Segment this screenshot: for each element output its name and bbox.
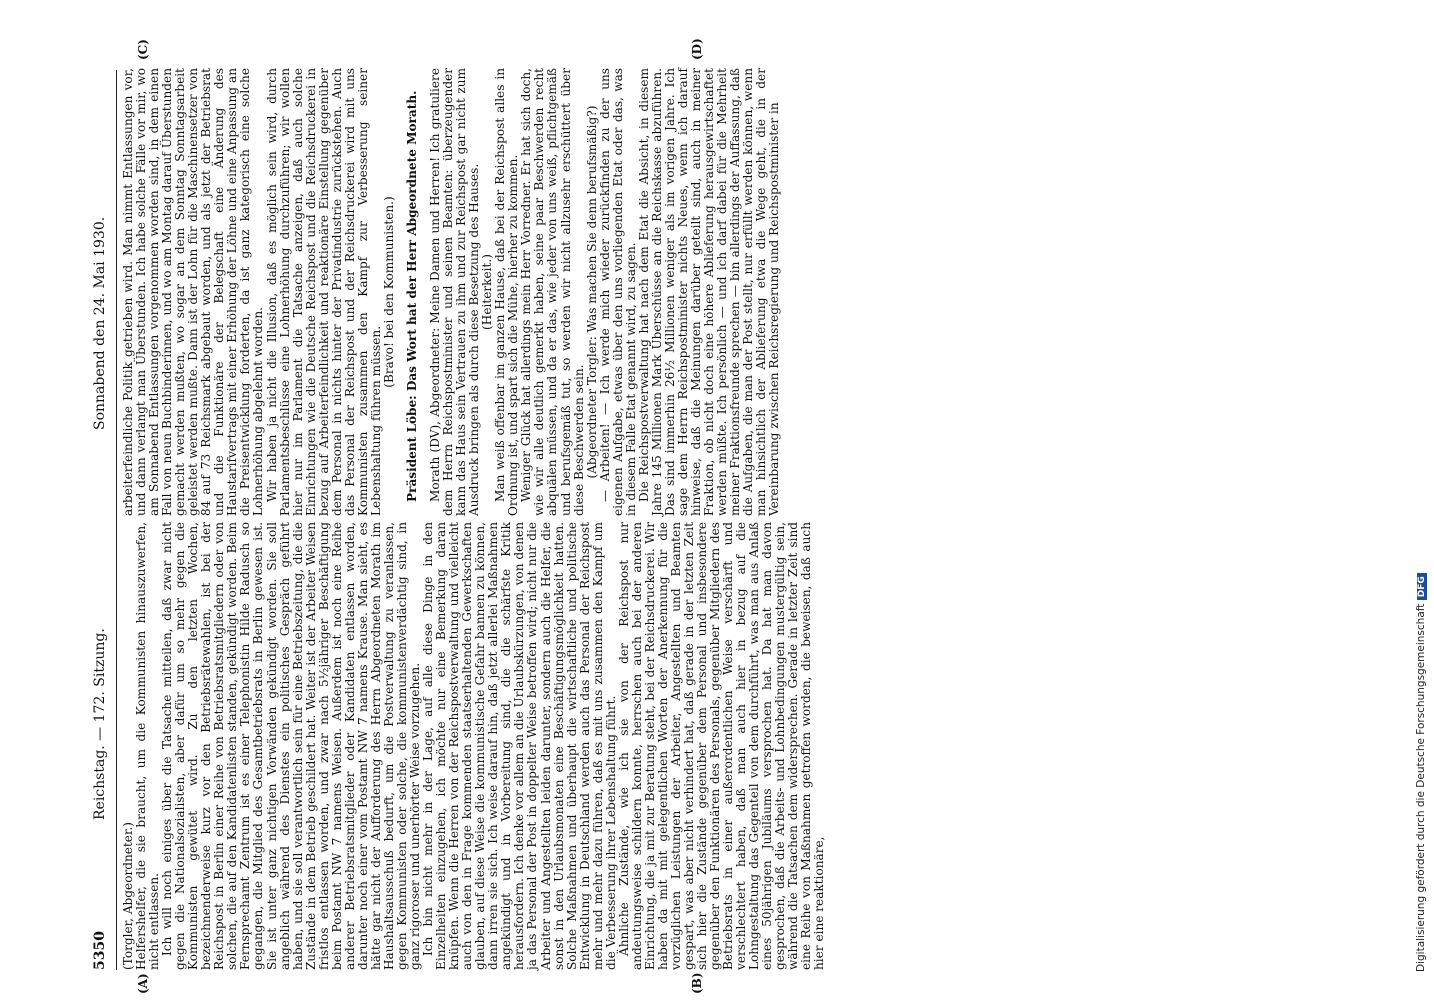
- speaker-line: (Torgler, Abgeordneter.): [121, 822, 135, 970]
- digitization-credit: [1415, 12, 1431, 972]
- president-line: Präsident Löbe: Das Wort hat der Herr Abgeordnete Morath.: [404, 90, 419, 502]
- paragraph: Wir haben ja nicht die Illusion, daß es möglich sein wird, durch Parlamentsbeschlüsse eine Lohnerhöhung durchzuführen; wir wollen hier nur im Parlament die Tatsache anzeigen, daß auch solche Einrichtungen wie die Deutsche Reichspost und die Reichsdruckerei in bezug auf Arbeiterfeindlichkeit und reaktionäre Einstellung gegenüber dem Personal in nichts hinter der Privatindustrie zurückstehen. Auch das Personal der Reichspost und der Reichsdruckerei wird mit uns Kommunisten zusammen den Kampf zur Verbesserung seiner Lebenshaltung führen müssen.: [264, 68, 383, 516]
- margin-marker-c: (C): [136, 39, 150, 60]
- header-date: Sonnabend den 24. Mai 1930.: [92, 216, 108, 430]
- dfg-logo: DFG: [1417, 573, 1427, 600]
- text-column-right: [122, 68, 781, 516]
- paragraph: Ich bin nicht mehr in der Lage, auf alle diese Dinge in den Einzelheiten einzugehen, ich möchte nur eine Bemerkung daran knüpfen. Wenn die Herren von der Reichspostverwaltung und vielleicht auch von den in Frage kommenden staatserhaltenden Gewerkschaften glauben, auf diese Weise die kommunistische Gefahr bannen zu können, dann irren sie sich. Ich weise darauf hin, daß jetzt allerlei Maßnahmen angekündigt und in Vorbereitung sind, die die schärfste Kritik herausfordern. Ich denke vor allem an die Urlaubskürzungen, von denen ja das Personal der Post in doppelter Weise betroffen wird; nicht nur die Arbeiter und Angestellten leiden darunter, sondern auch die Helfer, die sonst in den Urlaubsmonaten eine Beschäftigungsmöglichkeit hatten. Solche Maßnahmen und überhaupt die wirtschaftliche und politische Entwicklung in Deutschland werden auch das Personal der Reichspost mehr und mehr dazu führen, daß es mit uns zusammen den Kampf um die Verbesserung ihrer Lebenshaltung führt.: [421, 522, 618, 970]
- header-session: Reichstag. — 172. Sitzung.: [92, 628, 108, 820]
- page-number: 5350: [92, 931, 108, 970]
- text-column-left: [122, 522, 827, 970]
- paragraph: Ähnliche Zustände, wie ich sie von der Reichspost nur andeutungsweise schildern konnte, herrschen auch bei der anderen Einrichtung, die ja mit zur Beratung steht, bei der Reichsdruckerei. Wir haben da mit mit gelegentlichen Worten der Anerkennung für die vorzüglichen Leistungen der Arbeiter, Angestellten und Beamten gespart, was aber nicht verhindert hat, daß gerade in der letzten Zeit sich hier die Zustände gegenüber dem Personal und insbesondere gegenüber den Funktionären des Personals, gegenüber Mitgliedern des Betriebsrats in einer außerordentlichen Weise verschärft und verschlechtert haben, daß man auch hier in bezug auf die Lohngestaltung das Gegenteil von dem durchführt, was man aus Anlaß eines 50jährigen Jubiläums versprochen hat. Da hat man davon gesprochen, daß die Arbeits- und Lohnbedingungen mustergültig sein, während die Tatsachen dem widersprechen. Gerade in letzter Zeit sind eine Reihe von Maßnahmen getroffen worden, die beweisen, daß auch hier eine reaktionäre,: [616, 522, 827, 970]
- page-header: [88, 70, 116, 970]
- paragraph: Die Reichspostverwaltung hat nach dem Etat die Absicht, in diesem Jahre 145 Millionen Mark Überschüsse an die Reichskasse abzuführen. Das sind immerhin 26½ Millionen weniger als im vorigen Jahre. Ich sage dem Herrn Reichspostminister nichts Neues, wenn ich darauf hinweise, daß die Meinungen darüber geteilt sind, auch in meiner Fraktion, ob nicht doch eine höhere Ablieferung herausgewirtschaftet werden müßte. Ich persönlich — und ich darf dabei für die Mehrheit meiner Fraktionsfreunde sprechen — bin allerdings der Auffassung, daß die Aufgaben, die man der Post stellt, nur erfüllt werden können, wenn man hinsichtlich der Ablieferung etwa die Wege geht, die in der Vereinbarung zwischen Reichsregierung und Reichspostminister in: [636, 68, 782, 516]
- paragraph: Morath (DV), Abgeordneter: Meine Damen und Herren! Ich gratuliere dem Herrn Reichspostminister und seinen Beamten: überzeugender kann das Haus sein Vertrauen zu ihm und zur Reichspost gar nicht zum Ausdruck bringen als durch diese Besetzung des Hauses.: [428, 68, 482, 516]
- margin-marker-a: (A): [136, 973, 150, 994]
- paragraph: Weniger Glück hat allerdings mein Herr Vorredner. Er hat sich doch, wie wir alle deutlich gemerkt haben, seine paar Beschwerden recht abquälen müssen, und da er das, wie jeder von uns weiß, pflichtgemäß und berufsgemäß tut, so werden wir nicht allzusehr erschüttert über diese Beschwerden sein.: [519, 68, 586, 516]
- paragraph: Ich will noch einiges über die Tatsache mitteilen, daß zwar nicht gegen die Nationalsozialisten, aber dafür um so mehr gegen die Kommunisten gewütet wird. Zu den letzten Wochen, bezeichnenderweise kurz vor den Betriebsrätewahlen, ist bei der Reichspost in Berlin einer Reihe von Betriebsratsmitgliedern oder von solchen, die auf den Kandidatenlisten standen, gekündigt worden. Beim Fernsprechamt Zentrum ist es einer Telephonistin Hilde Radusch so gegangen, die Mitglied des Gesamtbetriebsrats in Berlin gewesen ist. Sie ist unter ganz nichtigen Vorwänden gekündigt worden. Sie soll angeblich während des Dienstes ein politisches Gespräch geführt haben, und sie soll verantwortlich sein für eine Betriebszeitung, die die Zustände in dem Betrieb geschildert hat. Weiter ist der Arbeiter Weisen fristlos entlassen worden, und zwar nach 5½jähriger Beschäftigung beim Postamt NW 7 namens Weisen. Außerdem ist noch eine Reihe anderer Betriebsratsmitglieder oder Kandidaten entlassen worden, darunter noch einer vom Postamt NW 7 namens Krause. Man sieht, es hätte gar nicht der Aufforderung des Herrn Abgeordneten Morath im Haushaltsausschuß bedurft, um die Postverwaltung zu veranlassen, gegen Kommunisten oder solche, die kommunistenverdächtig sind, in ganz rigoroser und unerhörter Weise vorzugehen.: [160, 522, 423, 970]
- credit-text: Digitalisierung gefördert durch die Deutsche Forschungsgemeinschaft: [1415, 603, 1427, 972]
- margin-marker-d: (D): [690, 38, 704, 60]
- interjection: (Heiterkeit.): [480, 254, 495, 330]
- interjection: (Abgeordneter Torgler: Was machen Sie denn berufsmäßig?): [584, 105, 599, 479]
- header-rule: [116, 70, 117, 970]
- interjection: (Bravo! bei den Kommunisten.): [381, 196, 396, 388]
- paragraph: arbeiterfeindliche Politik getrieben wird. Man nimmt Entlassungen vor, und dann verlangt man Überstunden. Ich habe solche Fälle vor mir, wo am Sonnabend Entlassungen vorgenommen worden sind, in dem einen Fall von neun Buchbinderinnen, und wo am Montag darauf Überstunden gemacht werden mußten, wo sogar an dem Sonntag Sonntagsarbeit geleistet werden mußte. Dann ist der Lohn für die Maschinensetzer von 84 auf 73 Reichsmark abgebaut worden, und als jetzt der Betriebsrat und die Funktionäre der Belegschaft eine Änderung des Haustarifvertrags mit einer Erhöhung der Löhne und eine Anpassung an die Preisentwicklung forderten, da ist ganz kategorisch eine solche Lohnerhöhung abgelehnt worden.: [121, 68, 266, 516]
- paragraph: — Arbeiten! — Ich werde mich wieder zurückfinden zu der uns eigenen Aufgabe, etwas über den uns vorliegenden Etat oder das, was in diesem Falle Etat genannt wird, zu sagen.: [597, 68, 638, 516]
- margin-marker-b: (B): [690, 972, 704, 994]
- paragraph: Man weiß offenbar im ganzen Hause, daß bei der Reichspost alles in Ordnung ist, und spart sich die Mühe, hierher zu kommen.: [493, 68, 521, 516]
- paragraph: Helfershelfer, die sie braucht, um die Kommunisten hinauszuwerfen, nicht entlassen.: [134, 522, 162, 970]
